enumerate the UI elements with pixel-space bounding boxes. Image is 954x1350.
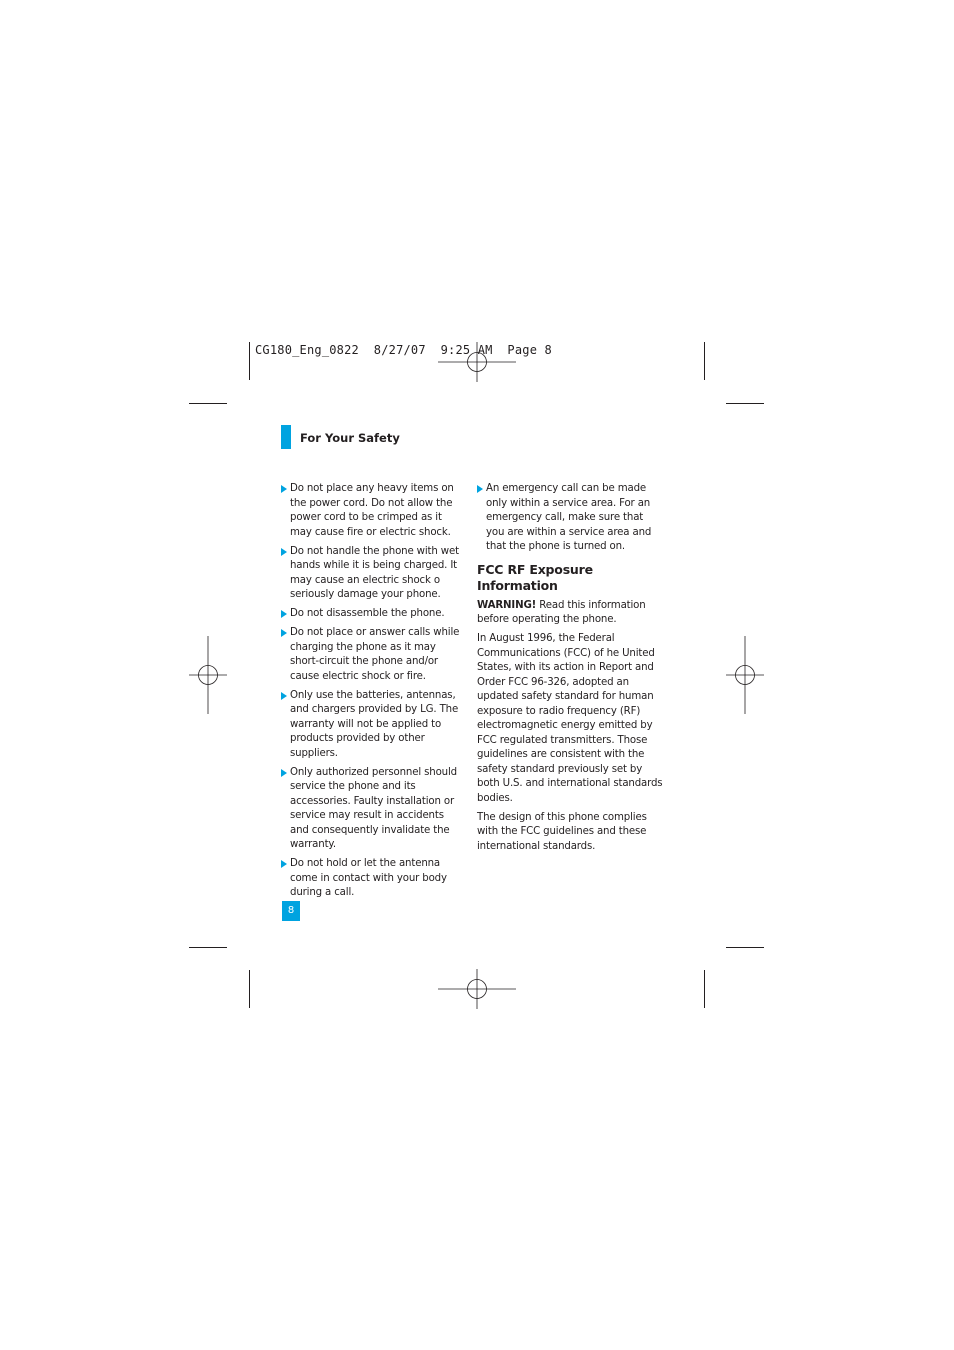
right-column xyxy=(477,482,663,859)
triangle-bullet-icon xyxy=(281,769,287,777)
crop-mark-top-right-horizontal xyxy=(726,403,764,404)
triangle-bullet-icon xyxy=(477,485,483,493)
section-accent-bar xyxy=(281,425,291,449)
registration-mark-right xyxy=(726,636,764,714)
triangle-bullet-icon xyxy=(281,692,287,700)
crop-mark-top-right-vertical xyxy=(704,342,705,380)
crop-mark-bottom-left-horizontal xyxy=(189,947,227,948)
left-column xyxy=(281,482,463,905)
fcc-heading: FCC RF Exposure Information xyxy=(477,561,593,593)
crop-mark-top-left-vertical xyxy=(249,342,250,380)
list-item: Do not hold or let the antenna come in contact with your body during a call. xyxy=(281,857,463,901)
warning-label: WARNING! xyxy=(477,599,537,611)
list-item: Do not handle the phone with wet hands while it is being charged. It may cause an electric shock o seriously damage your phone. xyxy=(281,545,463,603)
warning-text: Read this information before operating the phone. xyxy=(477,599,646,625)
triangle-bullet-icon xyxy=(281,629,287,637)
list-item: Do not place or answer calls while charging the phone as it may short-circuit the phone and/or cause electric shock or fire. xyxy=(281,626,463,684)
fcc-paragraph: The design of this phone complies with the FCC guidelines and these international standards. xyxy=(477,811,647,852)
crop-mark-bottom-right-vertical xyxy=(704,970,705,1008)
triangle-bullet-icon xyxy=(281,485,287,493)
registration-mark-left xyxy=(189,636,227,714)
crop-mark-bottom-right-horizontal xyxy=(726,947,764,948)
crop-mark-bottom-left-vertical xyxy=(249,970,250,1008)
registration-mark-top xyxy=(438,342,516,382)
list-item: Do not disassemble the phone. xyxy=(281,607,463,622)
triangle-bullet-icon xyxy=(281,860,287,868)
registration-mark-bottom xyxy=(438,969,516,1009)
crop-mark-top-left-horizontal xyxy=(189,403,227,404)
slug-line: CG180_Eng_0822 8/27/07 9:25 AM Page 8 xyxy=(255,343,552,357)
fcc-paragraph: In August 1996, the Federal Communications (FCC) of he United States, with its action in Report and Order FCC 96-326, adopted an updated safety standard for human exposure to radio frequency (RF) electromagnetic energy emitted by FCC regulated transmitters. Those guidelines are consistent with the safety standard previously set by both U.S. and international standards bodies. xyxy=(477,633,663,804)
triangle-bullet-icon xyxy=(281,548,287,556)
list-item: Only use the batteries, antennas, and chargers provided by LG. The warranty will not be applied to products provided by other suppliers. xyxy=(281,689,463,762)
page-number: 8 xyxy=(282,901,300,921)
warning-paragraph xyxy=(477,599,663,628)
list-item: Do not place any heavy items on the power cord. Do not allow the power cord to be crimped as it may cause fire or electric shock. xyxy=(281,482,463,540)
section-title: For Your Safety xyxy=(300,431,400,445)
list-item: An emergency call can be made only within a service area. For an emergency call, make sure that you are within a service area and that the phone is turned on. xyxy=(477,482,663,555)
triangle-bullet-icon xyxy=(281,610,287,618)
list-item: Only authorized personnel should service the phone and its accessories. Faulty installation or service may result in accidents and consequently invalidate the warranty. xyxy=(281,766,463,853)
